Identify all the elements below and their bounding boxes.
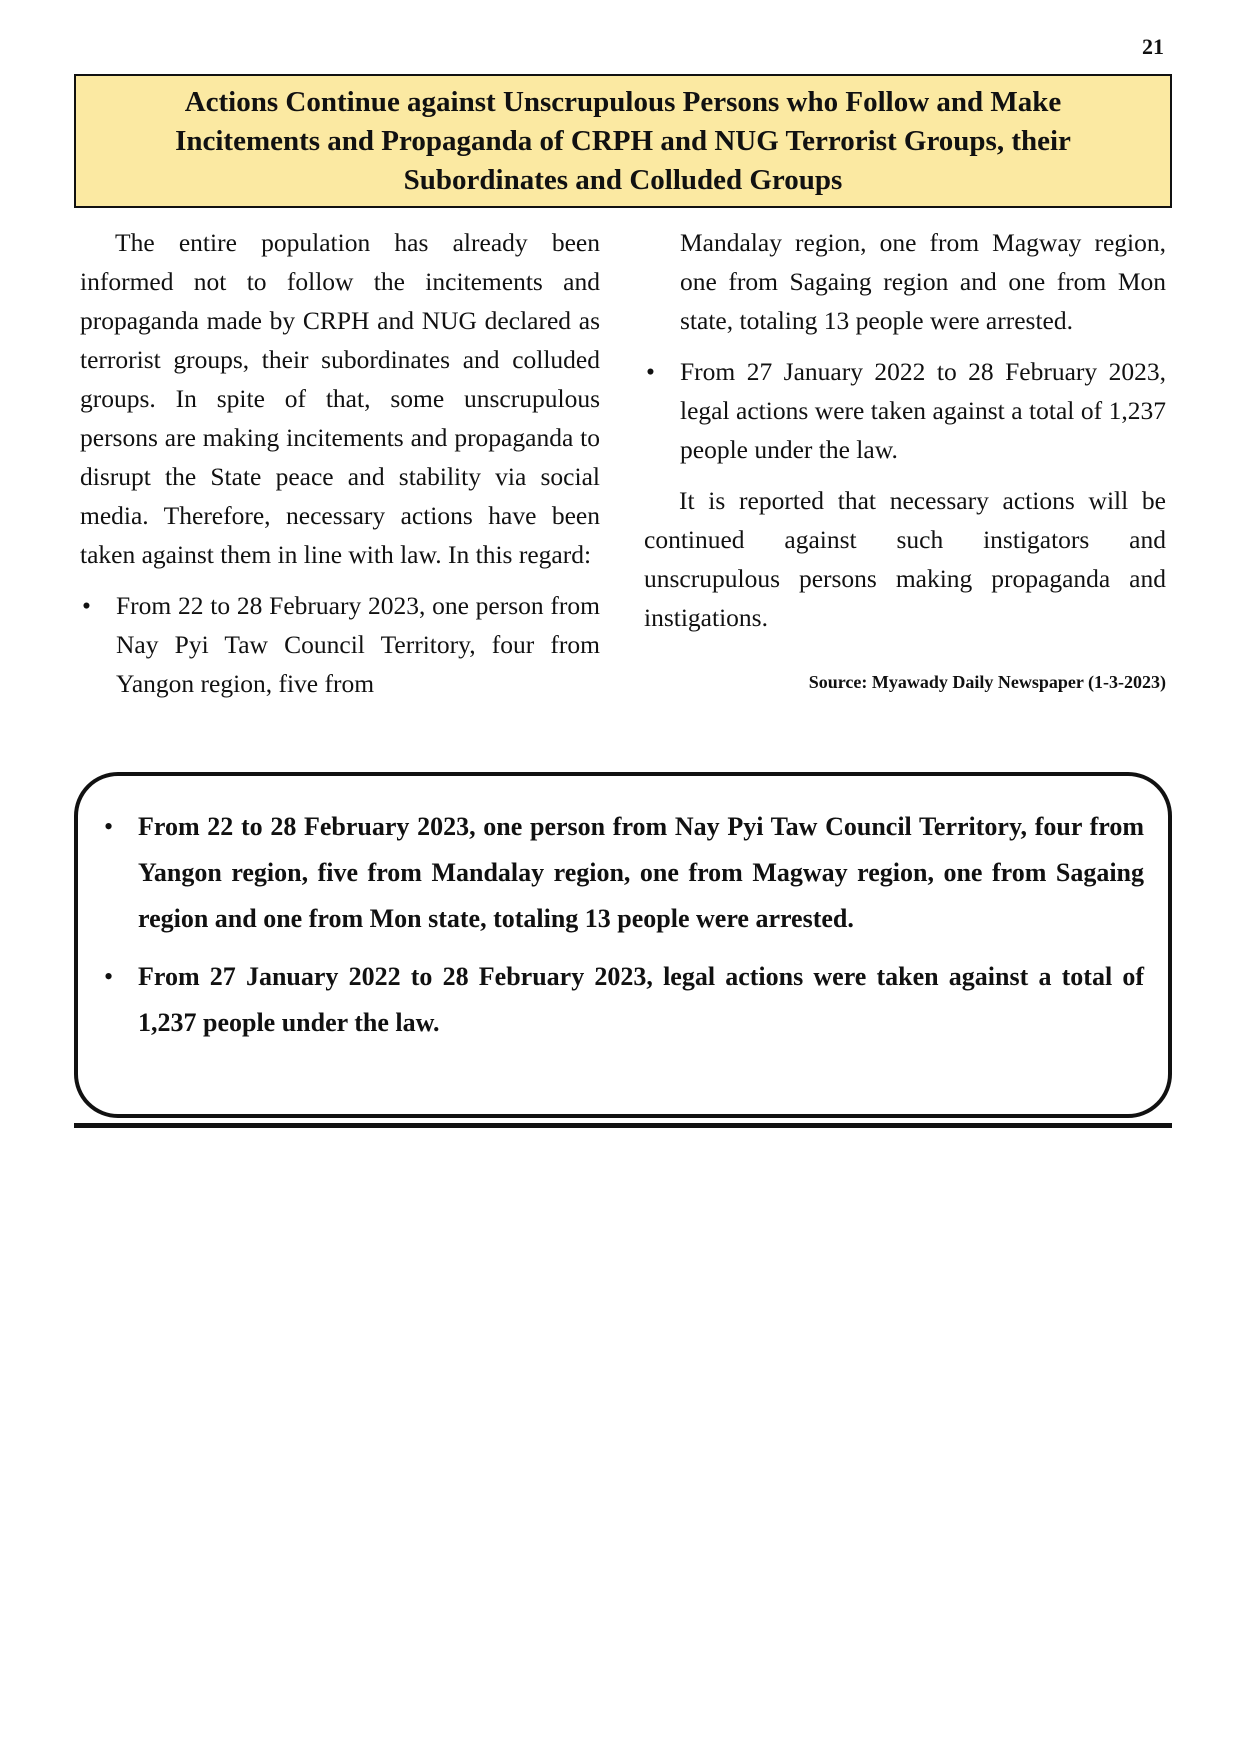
article-title: Actions Continue against Unscrupulous Persons who Follow and Make Incitements and Propaganda of CRPH and NUG Terrorist Groups, their Subordinates and Colluded Groups — [175, 85, 1071, 196]
right-column — [644, 223, 1166, 714]
bullet-icon: • — [82, 591, 91, 620]
page-number: 21 — [1142, 34, 1164, 59]
left-column — [80, 223, 600, 715]
intro-paragraph: The entire population has already been informed not to follow the incitements and propaganda made by CRPH and NUG declared as terrorist groups, their subordinates and colluded groups. In spite of that, some unscrupulous persons are making incitements and propaganda to disrupt the State peace and stability via social media. Therefore, necessary actions have been taken against them in line with law. In this regard: — [80, 228, 600, 569]
section-divider — [74, 1123, 1172, 1128]
article-body — [80, 223, 1166, 743]
bullet-item-arrests — [80, 586, 600, 703]
bullet-icon: • — [104, 812, 114, 841]
bullet-text-arrests-part2: Mandalay region, one from Magway region, one from Sagaing region and one from Mon state, totaling 13 people were arrested. — [680, 228, 1166, 335]
bullet-text-legal-actions: From 27 January 2022 to 28 February 2023, legal actions were taken against a total of 1,237 people under the law. — [680, 357, 1166, 464]
source-citation: Source: Myawady Daily Newspaper (1-3-2023) — [808, 672, 1166, 692]
closing-paragraph: It is reported that necessary actions will be continued against such instigators and unscrupulous persons making propaganda and instigations. — [644, 486, 1166, 632]
highlight-item-arrests — [102, 804, 1144, 942]
highlight-summary-box — [74, 772, 1172, 1118]
highlight-text-legal-actions: From 27 January 2022 to 28 February 2023, legal actions were taken against a total of 1,237 people under the law. — [138, 962, 1144, 1037]
bullet-icon: • — [646, 357, 655, 386]
bullet-item-legal-actions — [644, 352, 1166, 469]
highlight-text-arrests: From 22 to 28 February 2023, one person from Nay Pyi Taw Council Territory, four from Yangon region, five from Mandalay region, one from Magway region, one from Sagaing region and one from Mon state, totaling 13 people were arrested. — [138, 812, 1144, 933]
highlight-item-legal-actions — [102, 954, 1144, 1046]
bullet-icon: • — [104, 962, 114, 991]
bullet-text-arrests-part1: From 22 to 28 February 2023, one person from Nay Pyi Taw Council Territory, four from Yangon region, five from — [116, 591, 600, 698]
title-box — [74, 74, 1172, 208]
